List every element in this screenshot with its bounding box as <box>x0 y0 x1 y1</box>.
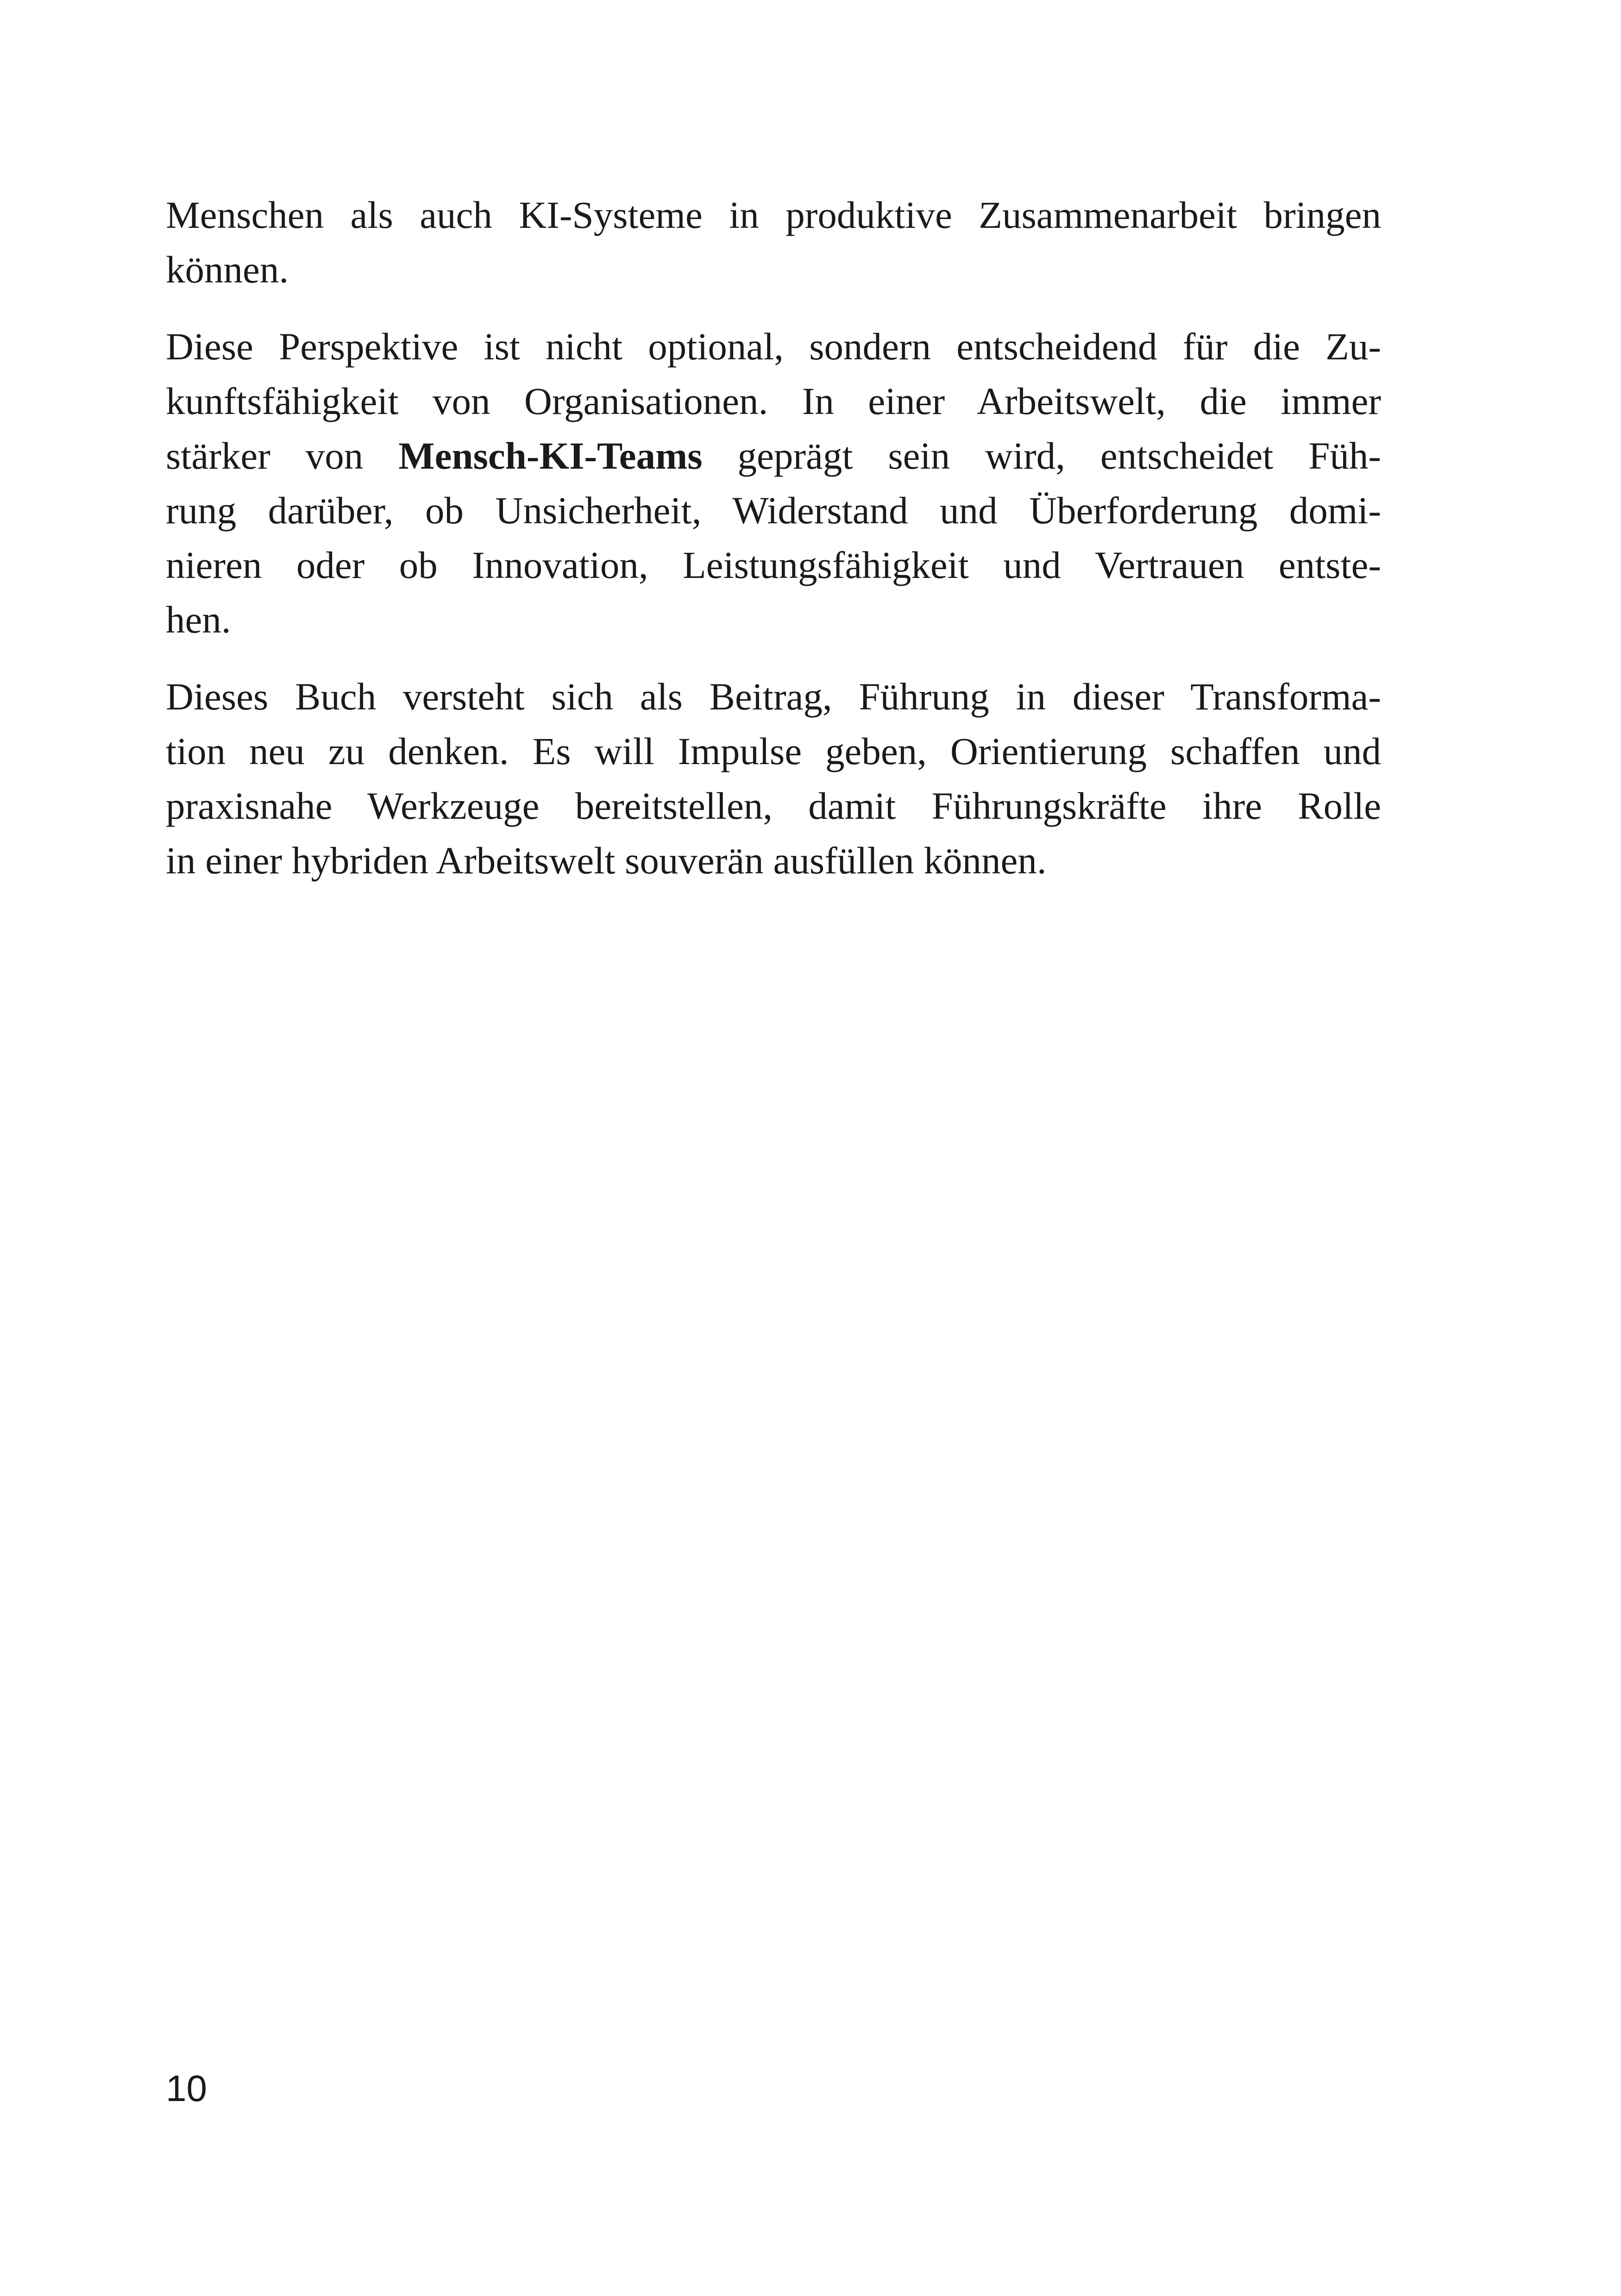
text-line: Menschen als auch KI-Systeme in produktive Zusammenarbeit bringen <box>166 194 1381 236</box>
text-line: Dieses Buch versteht sich als Beitrag, Führung in dieser Transforma- <box>166 675 1381 718</box>
body-text <box>166 188 1381 910</box>
paragraph-1 <box>166 188 1381 297</box>
text-line: können. <box>166 248 289 291</box>
text-line: tion neu zu denken. Es will Impulse geben, Orientierung schaffen und <box>166 730 1381 772</box>
page-number: 10 <box>166 2068 207 2109</box>
text-line: nieren oder ob Innovation, Leistungsfähigkeit und Vertrauen entste- <box>166 544 1381 586</box>
text-line: kunftsfähigkeit von Organisationen. In einer Arbeitswelt, die immer <box>166 380 1381 422</box>
text-segment: stärker von <box>166 434 399 477</box>
text-line: hen. <box>166 598 231 641</box>
paragraph-3 <box>166 669 1381 888</box>
text-line: Diese Perspektive ist nicht optional, sondern entscheidend für die Zu- <box>166 325 1381 368</box>
text-line: praxisnahe Werkzeuge bereitstellen, damit Führungskräfte ihre Rolle <box>166 784 1381 827</box>
text-line <box>166 428 1381 483</box>
text-line: in einer hybriden Arbeitswelt souverän ausfüllen können. <box>166 839 1047 882</box>
paragraph-2 <box>166 319 1381 647</box>
text-line: rung darüber, ob Unsicherheit, Widerstand und Überforderung domi- <box>166 489 1381 532</box>
text-segment: geprägt sein wird, entscheidet Füh- <box>702 434 1381 477</box>
bold-term: Mensch-KI-Teams <box>398 434 703 477</box>
